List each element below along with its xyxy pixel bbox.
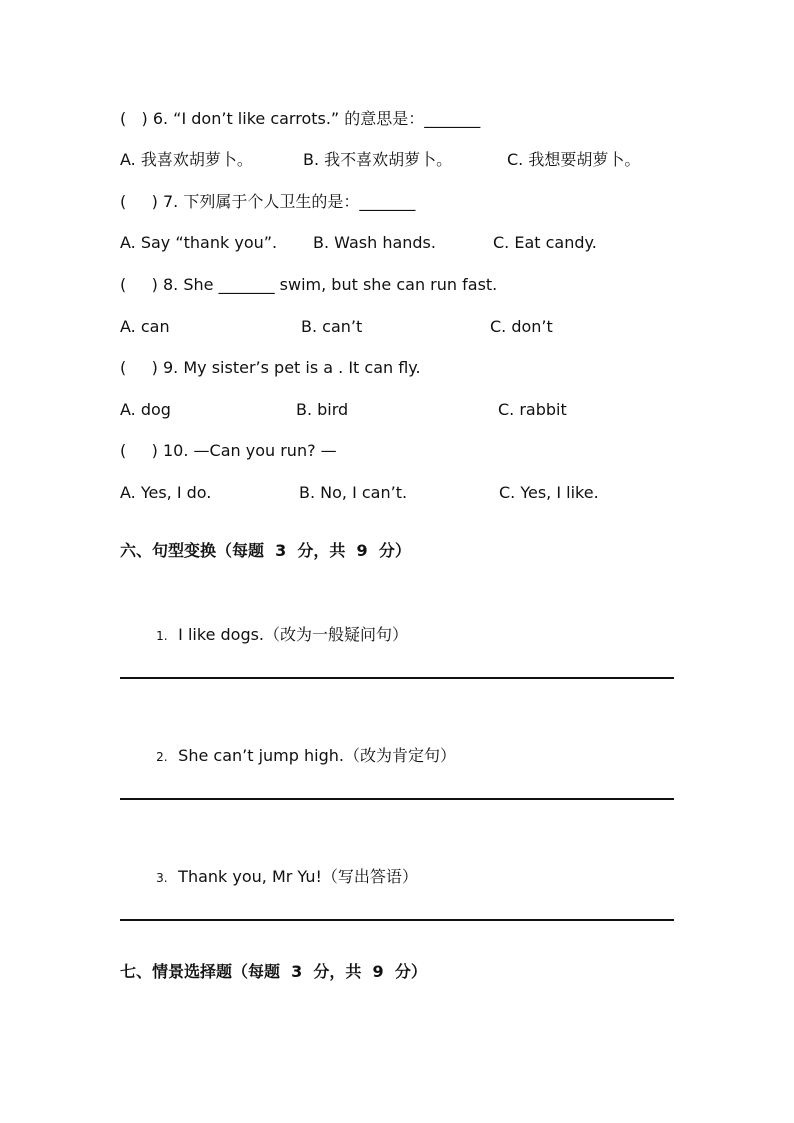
- question-7-stem: ( ) 7. 下列属于个人卫生的是：_______: [120, 192, 416, 211]
- question-9-option-c: C. rabbit: [498, 400, 567, 419]
- question-10-option-b: B. No, I can’t.: [299, 483, 408, 502]
- answer-line-2[interactable]: [120, 798, 674, 800]
- question-7-option-c: C. Eat candy.: [493, 233, 597, 252]
- item-number: 2.: [156, 750, 168, 764]
- question-9-option-a: A. dog: [120, 400, 171, 419]
- question-9-stem: ( ) 9. My sister’s pet is a . It can fly.: [120, 358, 421, 377]
- question-6-option-c: C. 我想要胡萝卜。: [507, 150, 641, 169]
- question-8-option-a: A. can: [120, 317, 170, 336]
- question-9-option-b: B. bird: [296, 400, 349, 419]
- question-6-option-b: B. 我不喜欢胡萝卜。: [303, 150, 453, 169]
- item-number: 1.: [156, 629, 168, 643]
- section-6-item-1: [146, 602, 408, 647]
- question-7-option-b: B. Wash hands.: [313, 233, 436, 252]
- question-8-option-c: C. don’t: [490, 317, 553, 336]
- item-number: 3.: [156, 871, 168, 885]
- section-6-item-3: [146, 844, 418, 889]
- answer-line-1[interactable]: [120, 677, 674, 679]
- question-6-stem: ( ) 6. “I don’t like carrots.” 的意思是：_______: [120, 109, 481, 128]
- question-10-option-a: A. Yes, I do.: [120, 483, 212, 502]
- question-6-option-a: A. 我喜欢胡萝卜。: [120, 150, 253, 169]
- question-8-stem: ( ) 8. She _______ swim, but she can run fast.: [120, 275, 498, 294]
- item-text: She can’t jump high.（改为肯定句）: [178, 746, 456, 765]
- item-text: I like dogs.（改为一般疑问句）: [178, 625, 409, 644]
- item-text: Thank you, Mr Yu!（写出答语）: [178, 867, 418, 886]
- question-7-option-a: A. Say “thank you”.: [120, 233, 278, 252]
- question-10-option-c: C. Yes, I like.: [499, 483, 599, 502]
- section-7-title: 七、情景选择题（每题 3 分，共 9 分）: [120, 962, 427, 981]
- answer-line-3[interactable]: [120, 919, 674, 921]
- section-6-item-2: [146, 723, 456, 768]
- question-10-stem: ( ) 10. —Can you run? —: [120, 441, 337, 460]
- question-8-option-b: B. can’t: [301, 317, 363, 336]
- section-6-title: 六、句型变换（每题 3 分，共 9 分）: [120, 541, 411, 560]
